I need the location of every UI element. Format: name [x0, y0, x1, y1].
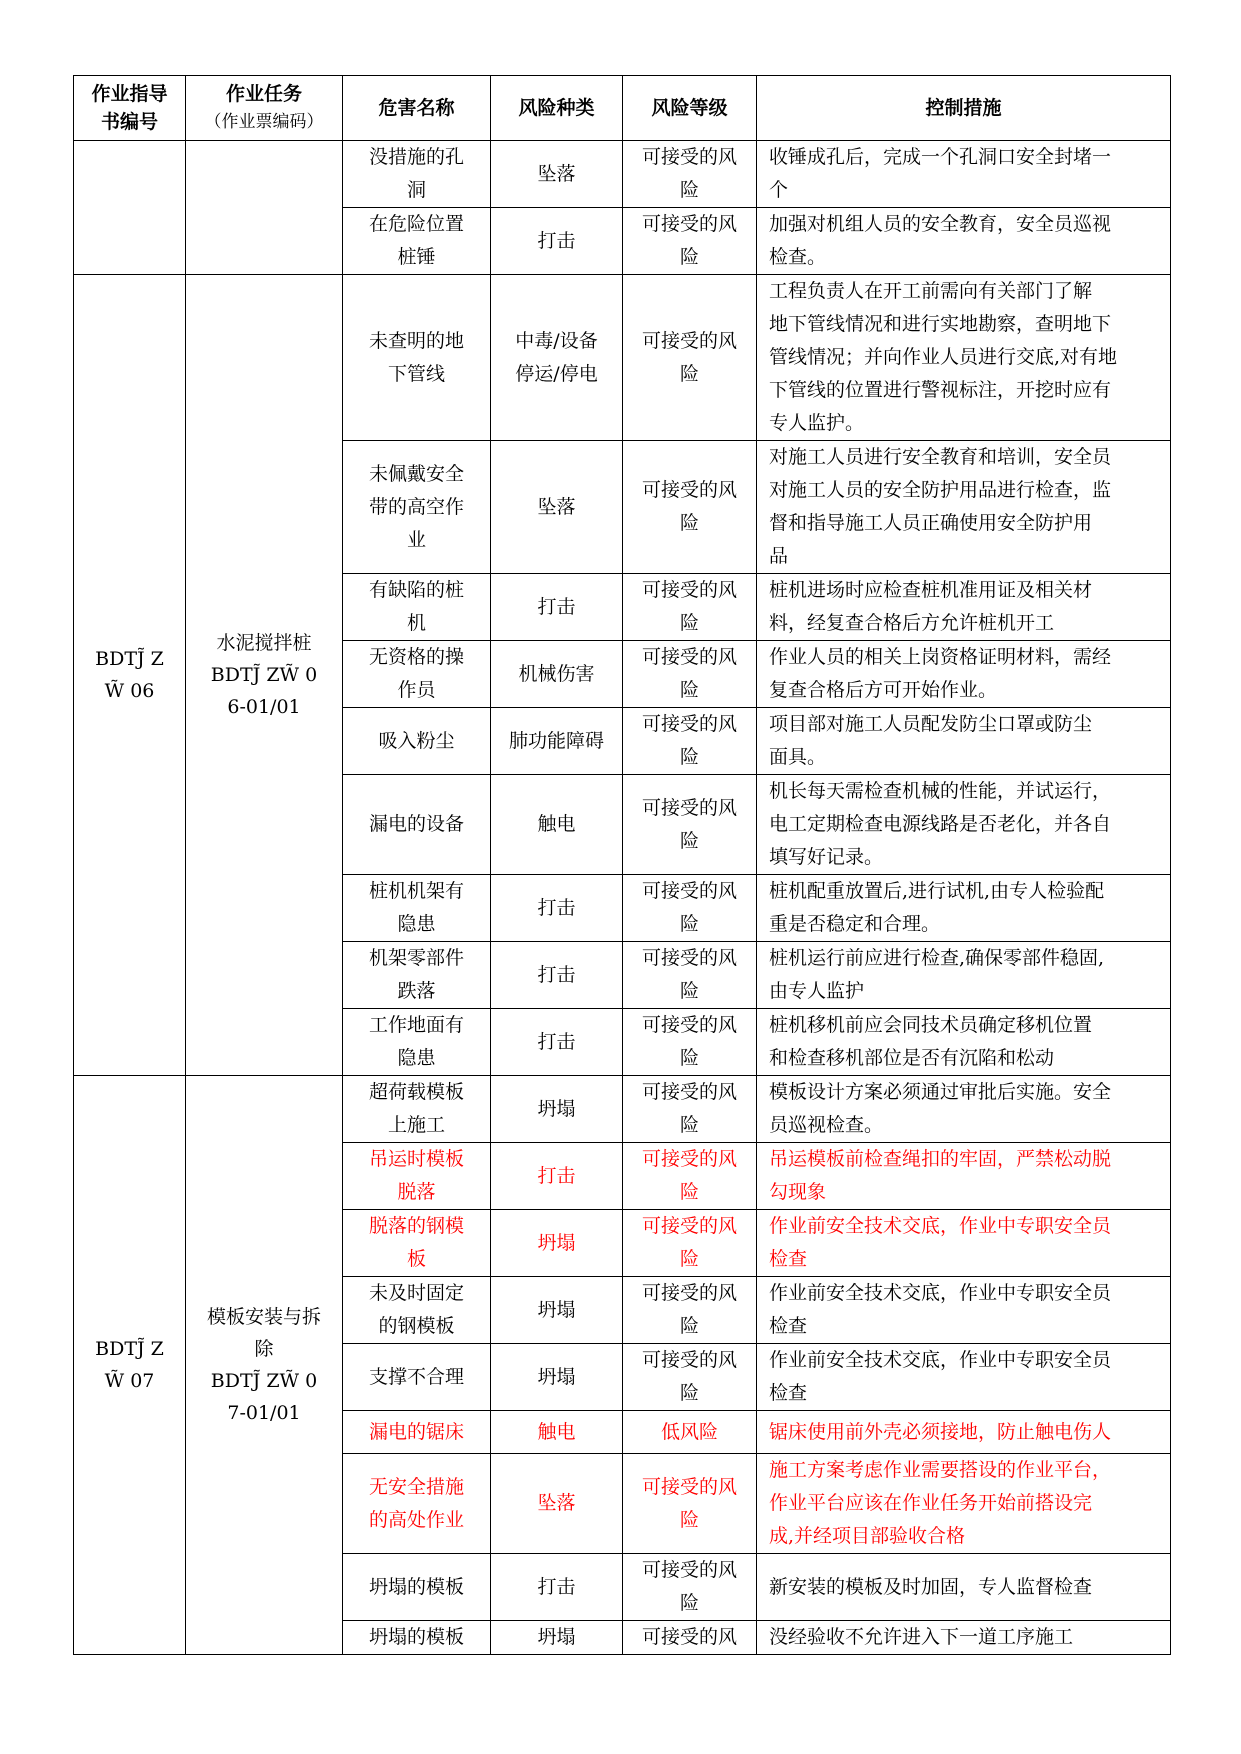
risk-level-cell-text: 可接受的风 险	[641, 880, 737, 935]
control-measure-cell	[757, 1076, 1171, 1143]
risk-level-cell-text: 可接受的风 险	[641, 329, 737, 385]
risk-level-cell-text: 可接受的风 险	[641, 579, 737, 634]
control-measure-cell	[757, 1009, 1171, 1076]
task-cell-text: 模板安装与拆 除 BDTJ̃ ZW̃ 0 7-01/01	[206, 1306, 321, 1424]
hazard-cell	[343, 1076, 491, 1143]
risk-type-cell	[491, 942, 623, 1009]
control-measure-cell	[757, 1277, 1171, 1344]
hazard-cell	[343, 1454, 491, 1554]
risk-level-cell	[623, 1344, 757, 1411]
hazard-cell-text: 无安全措施 的高处作业	[368, 1475, 464, 1531]
hazard-cell-text: 坍塌的模板	[368, 1626, 464, 1648]
hazard-cell-text: 坍塌的模板	[368, 1575, 464, 1598]
control-measure-cell	[757, 141, 1171, 208]
risk-type-cell-text: 坍塌	[537, 1231, 576, 1254]
risk-level-cell-text: 可接受的风 险	[641, 1559, 737, 1614]
risk-level-cell-text: 低风险	[660, 1420, 718, 1443]
risk-level-cell-text: 可接受的风 险	[641, 1349, 737, 1404]
control-measure-cell	[757, 875, 1171, 942]
risk-level-cell-text: 可接受的风 险	[641, 1282, 737, 1337]
control-measure-cell	[757, 1210, 1171, 1277]
control-measure-cell	[757, 775, 1171, 875]
control-measure-cell	[757, 441, 1171, 574]
risk-level-cell	[623, 1454, 757, 1554]
hazard-cell-text: 脱落的钢模 板	[368, 1215, 464, 1270]
control-measure-cell	[757, 1344, 1171, 1411]
control-measure-cell-text: 桩机配重放置后,进行试机,由专人检验配 重是否稳定和合理。	[769, 880, 1105, 935]
risk-assessment-table	[73, 75, 1171, 1655]
hazard-cell-text: 桩机机架有 隐患	[368, 880, 464, 935]
guide-number-cell-text: BDTJ̃ Z W̃ 06	[95, 648, 164, 702]
risk-type-cell-text: 坍塌	[537, 1365, 576, 1388]
task-cell-text: 水泥搅拌桩 BDTJ̃ ZW̃ 0 6-01/01	[210, 632, 318, 718]
risk-level-cell-text: 可接受的风 险	[641, 213, 737, 268]
hazard-cell	[343, 1277, 491, 1344]
risk-level-cell	[623, 1143, 757, 1210]
risk-level-cell	[623, 775, 757, 875]
hazard-cell	[343, 275, 491, 441]
hazard-cell	[343, 1210, 491, 1277]
hazard-cell	[343, 875, 491, 942]
guide-number-cell	[74, 141, 186, 275]
control-measure-cell-text: 收锤成孔后，完成一个孔洞口安全封堵一 个	[769, 146, 1112, 201]
hazard-cell-text: 未及时固定 的钢模板	[368, 1282, 464, 1337]
hazard-cell	[343, 1621, 491, 1655]
risk-type-cell-text: 机械伤害	[518, 662, 595, 685]
control-measure-cell-text: 新安装的模板及时加固，专人监督检查	[769, 1575, 1093, 1598]
risk-level-cell	[623, 942, 757, 1009]
risk-type-cell	[491, 1554, 623, 1621]
risk-level-cell-text: 可接受的风 险	[641, 1215, 737, 1270]
table-header-row	[74, 76, 1171, 141]
risk-type-cell-text: 打击	[537, 896, 576, 919]
risk-level-cell	[623, 1411, 757, 1454]
risk-level-cell-text: 可接受的风 险	[641, 1475, 737, 1531]
risk-level-cell-text: 可接受的风 险	[641, 713, 737, 768]
risk-type-cell-text: 打击	[537, 1575, 576, 1598]
control-measure-cell-text: 桩机进场时应检查桩机准用证及相关材 料，经复查合格后方允许桩机开工	[769, 579, 1093, 634]
risk-level-cell-text: 可接受的风 险	[641, 479, 737, 534]
control-measure-cell	[757, 574, 1171, 641]
hazard-cell	[343, 1411, 491, 1454]
control-measure-cell-text: 桩机运行前应进行检查,确保零部件稳固, 由专人监护	[769, 947, 1105, 1002]
hazard-cell-text: 没措施的孔 洞	[368, 146, 464, 201]
risk-type-cell	[491, 1277, 623, 1344]
risk-type-cell	[491, 1076, 623, 1143]
risk-level-cell	[623, 275, 757, 441]
control-measure-cell-text: 作业人员的相关上岗资格证明材料，需经 复查合格后方可开始作业。	[769, 646, 1112, 701]
hazard-cell-text: 未佩戴安全 带的高空作 业	[368, 462, 464, 551]
hazard-cell	[343, 1009, 491, 1076]
task-cell	[186, 1076, 343, 1655]
risk-type-cell-text: 打击	[537, 1164, 576, 1187]
control-measure-cell	[757, 1554, 1171, 1621]
header-risk-level: 风险等级	[623, 76, 757, 141]
risk-level-cell-text: 可接受的风 险	[641, 1014, 737, 1069]
risk-type-cell	[491, 141, 623, 208]
hazard-cell	[343, 942, 491, 1009]
control-measure-cell-text: 作业前安全技术交底，作业中专职安全员 检查	[769, 1215, 1112, 1270]
control-measure-cell	[757, 1143, 1171, 1210]
control-measure-cell-text: 锯床使用前外壳必须接地，防止触电伤人	[769, 1420, 1112, 1443]
risk-type-cell-text: 打击	[537, 963, 576, 986]
hazard-cell	[343, 1554, 491, 1621]
hazard-cell	[343, 641, 491, 708]
hazard-cell-text: 工作地面有 隐患	[368, 1014, 464, 1069]
table-row	[74, 1076, 1171, 1143]
control-measure-cell-text: 作业前安全技术交底，作业中专职安全员 检查	[769, 1282, 1112, 1337]
risk-level-cell	[623, 208, 757, 275]
risk-type-cell	[491, 875, 623, 942]
risk-level-cell-text: 可接受的风 险	[641, 796, 737, 852]
hazard-cell	[343, 208, 491, 275]
risk-level-cell	[623, 1009, 757, 1076]
hazard-cell-text: 无资格的操 作员	[368, 646, 464, 701]
hazard-cell	[343, 1344, 491, 1411]
risk-level-cell-text: 可接受的风 险	[641, 1148, 737, 1203]
risk-level-cell	[623, 875, 757, 942]
control-measure-cell-text: 机长每天需检查机械的性能，并试运行， 电工定期检查电源线路是否老化，并各自 填写好记录。	[769, 780, 1112, 868]
hazard-cell	[343, 775, 491, 875]
guide-number-cell	[74, 275, 186, 1076]
control-measure-cell	[757, 1621, 1171, 1655]
control-measure-cell	[757, 275, 1171, 441]
risk-type-cell	[491, 1454, 623, 1554]
risk-type-cell-text: 触电	[537, 813, 576, 835]
hazard-cell	[343, 708, 491, 775]
hazard-cell-text: 有缺陷的桩 机	[368, 579, 464, 634]
control-measure-cell-text: 桩机移机前应会同技术员确定移机位置 和检查移机部位是否有沉陷和松动	[769, 1014, 1093, 1069]
risk-type-cell-text: 中毒/设备 停运/停电	[515, 329, 598, 385]
hazard-cell	[343, 574, 491, 641]
hazard-cell-text: 漏电的设备	[368, 813, 464, 835]
control-measure-cell	[757, 708, 1171, 775]
table-body	[74, 141, 1171, 1655]
risk-type-cell	[491, 1143, 623, 1210]
header-guide-number-label: 作业指导 书编号	[91, 83, 168, 133]
hazard-cell-text: 未查明的地 下管线	[368, 329, 464, 385]
risk-type-cell-text: 坍塌	[537, 1097, 576, 1120]
risk-type-cell	[491, 574, 623, 641]
table-row	[74, 275, 1171, 441]
control-measure-cell-text: 工程负责人在开工前需向有关部门了解 地下管线情况和进行实地勘察，查明地下 管线情况；并向作业人员进行交底,对有地 下管线的位置进行警视标注，开挖时应有 专人监护。	[769, 280, 1118, 434]
risk-level-cell	[623, 1554, 757, 1621]
risk-type-cell	[491, 1009, 623, 1076]
risk-level-cell	[623, 1277, 757, 1344]
risk-type-cell	[491, 708, 623, 775]
control-measure-cell-text: 没经验收不允许进入下一道工序施工	[769, 1626, 1074, 1648]
risk-type-cell-text: 打击	[537, 595, 576, 618]
control-measure-cell-text: 模板设计方案必须通过审批后实施。安全 员巡视检查。	[769, 1081, 1112, 1136]
risk-level-cell	[623, 1210, 757, 1277]
risk-level-cell-text: 可接受的风 险	[641, 947, 737, 1002]
control-measure-cell-text: 对施工人员进行安全教育和培训，安全员 对施工人员的安全防护用品进行检查，监 督和指导施工人员正确使用安全防护用 品	[769, 446, 1112, 567]
risk-type-cell-text: 坠落	[537, 495, 576, 518]
risk-type-cell	[491, 1210, 623, 1277]
risk-level-cell	[623, 574, 757, 641]
risk-type-cell-text: 坍塌	[537, 1626, 576, 1648]
risk-type-cell-text: 肺功能障碍	[508, 729, 604, 752]
risk-level-cell-text: 可接受的风 险	[641, 646, 737, 701]
control-measure-cell	[757, 208, 1171, 275]
control-measure-cell-text: 吊运模板前检查绳扣的牢固，严禁松动脱 勾现象	[769, 1148, 1112, 1203]
risk-type-cell	[491, 1621, 623, 1655]
risk-level-cell-text: 可接受的风	[641, 1626, 737, 1648]
risk-level-cell	[623, 641, 757, 708]
header-risk-type: 风险种类	[491, 76, 623, 141]
risk-level-cell	[623, 1076, 757, 1143]
hazard-cell-text: 漏电的锯床	[368, 1420, 464, 1443]
risk-type-cell	[491, 1344, 623, 1411]
control-measure-cell-text: 作业前安全技术交底，作业中专职安全员 检查	[769, 1349, 1112, 1404]
hazard-cell	[343, 141, 491, 208]
control-measure-cell	[757, 1411, 1171, 1454]
guide-number-cell	[74, 1076, 186, 1655]
risk-type-cell-text: 坠落	[537, 1492, 576, 1514]
risk-type-cell-text: 坠落	[537, 162, 576, 185]
header-task-sublabel: （作业票编码）	[204, 112, 324, 132]
risk-type-cell	[491, 775, 623, 875]
risk-level-cell	[623, 141, 757, 208]
hazard-cell-text: 超荷载模板 上施工	[368, 1081, 464, 1136]
risk-type-cell-text: 坍塌	[537, 1298, 576, 1321]
risk-level-cell	[623, 441, 757, 574]
hazard-cell-text: 吸入粉尘	[378, 729, 455, 752]
header-hazard: 危害名称	[343, 76, 491, 141]
hazard-cell-text: 支撑不合理	[368, 1365, 464, 1388]
control-measure-cell	[757, 641, 1171, 708]
risk-level-cell-text: 可接受的风 险	[641, 146, 737, 201]
hazard-cell-text: 机架零部件 跌落	[368, 947, 464, 1002]
risk-type-cell	[491, 275, 623, 441]
risk-type-cell	[491, 441, 623, 574]
risk-type-cell-text: 打击	[537, 229, 576, 252]
risk-type-cell	[491, 1411, 623, 1454]
header-task	[186, 76, 343, 141]
hazard-cell	[343, 1143, 491, 1210]
risk-type-cell-text: 打击	[537, 1030, 576, 1053]
task-cell	[186, 275, 343, 1076]
hazard-cell-text: 在危险位置 桩锤	[368, 213, 464, 268]
header-guide-number	[74, 76, 186, 141]
risk-type-cell	[491, 641, 623, 708]
control-measure-cell-text: 加强对机组人员的安全教育，安全员巡视 检查。	[769, 213, 1112, 268]
risk-level-cell	[623, 1621, 757, 1655]
table-row	[74, 141, 1171, 208]
control-measure-cell	[757, 1454, 1171, 1554]
control-measure-cell	[757, 942, 1171, 1009]
risk-type-cell-text: 触电	[537, 1420, 576, 1443]
risk-level-cell-text: 可接受的风 险	[641, 1081, 737, 1136]
risk-level-cell	[623, 708, 757, 775]
hazard-cell	[343, 441, 491, 574]
control-measure-cell-text: 施工方案考虑作业需要搭设的作业平台， 作业平台应该在作业任务开始前搭设完 成,并经项目部验收合格	[769, 1459, 1112, 1547]
guide-number-cell-text: BDTJ̃ Z W̃ 07	[95, 1338, 164, 1392]
header-control-measures: 控制措施	[757, 76, 1171, 141]
control-measure-cell-text: 项目部对施工人员配发防尘口罩或防尘 面具。	[769, 713, 1093, 768]
hazard-cell-text: 吊运时模板 脱落	[368, 1148, 464, 1203]
risk-type-cell	[491, 208, 623, 275]
header-task-label: 作业任务	[225, 83, 302, 105]
task-cell	[186, 141, 343, 275]
